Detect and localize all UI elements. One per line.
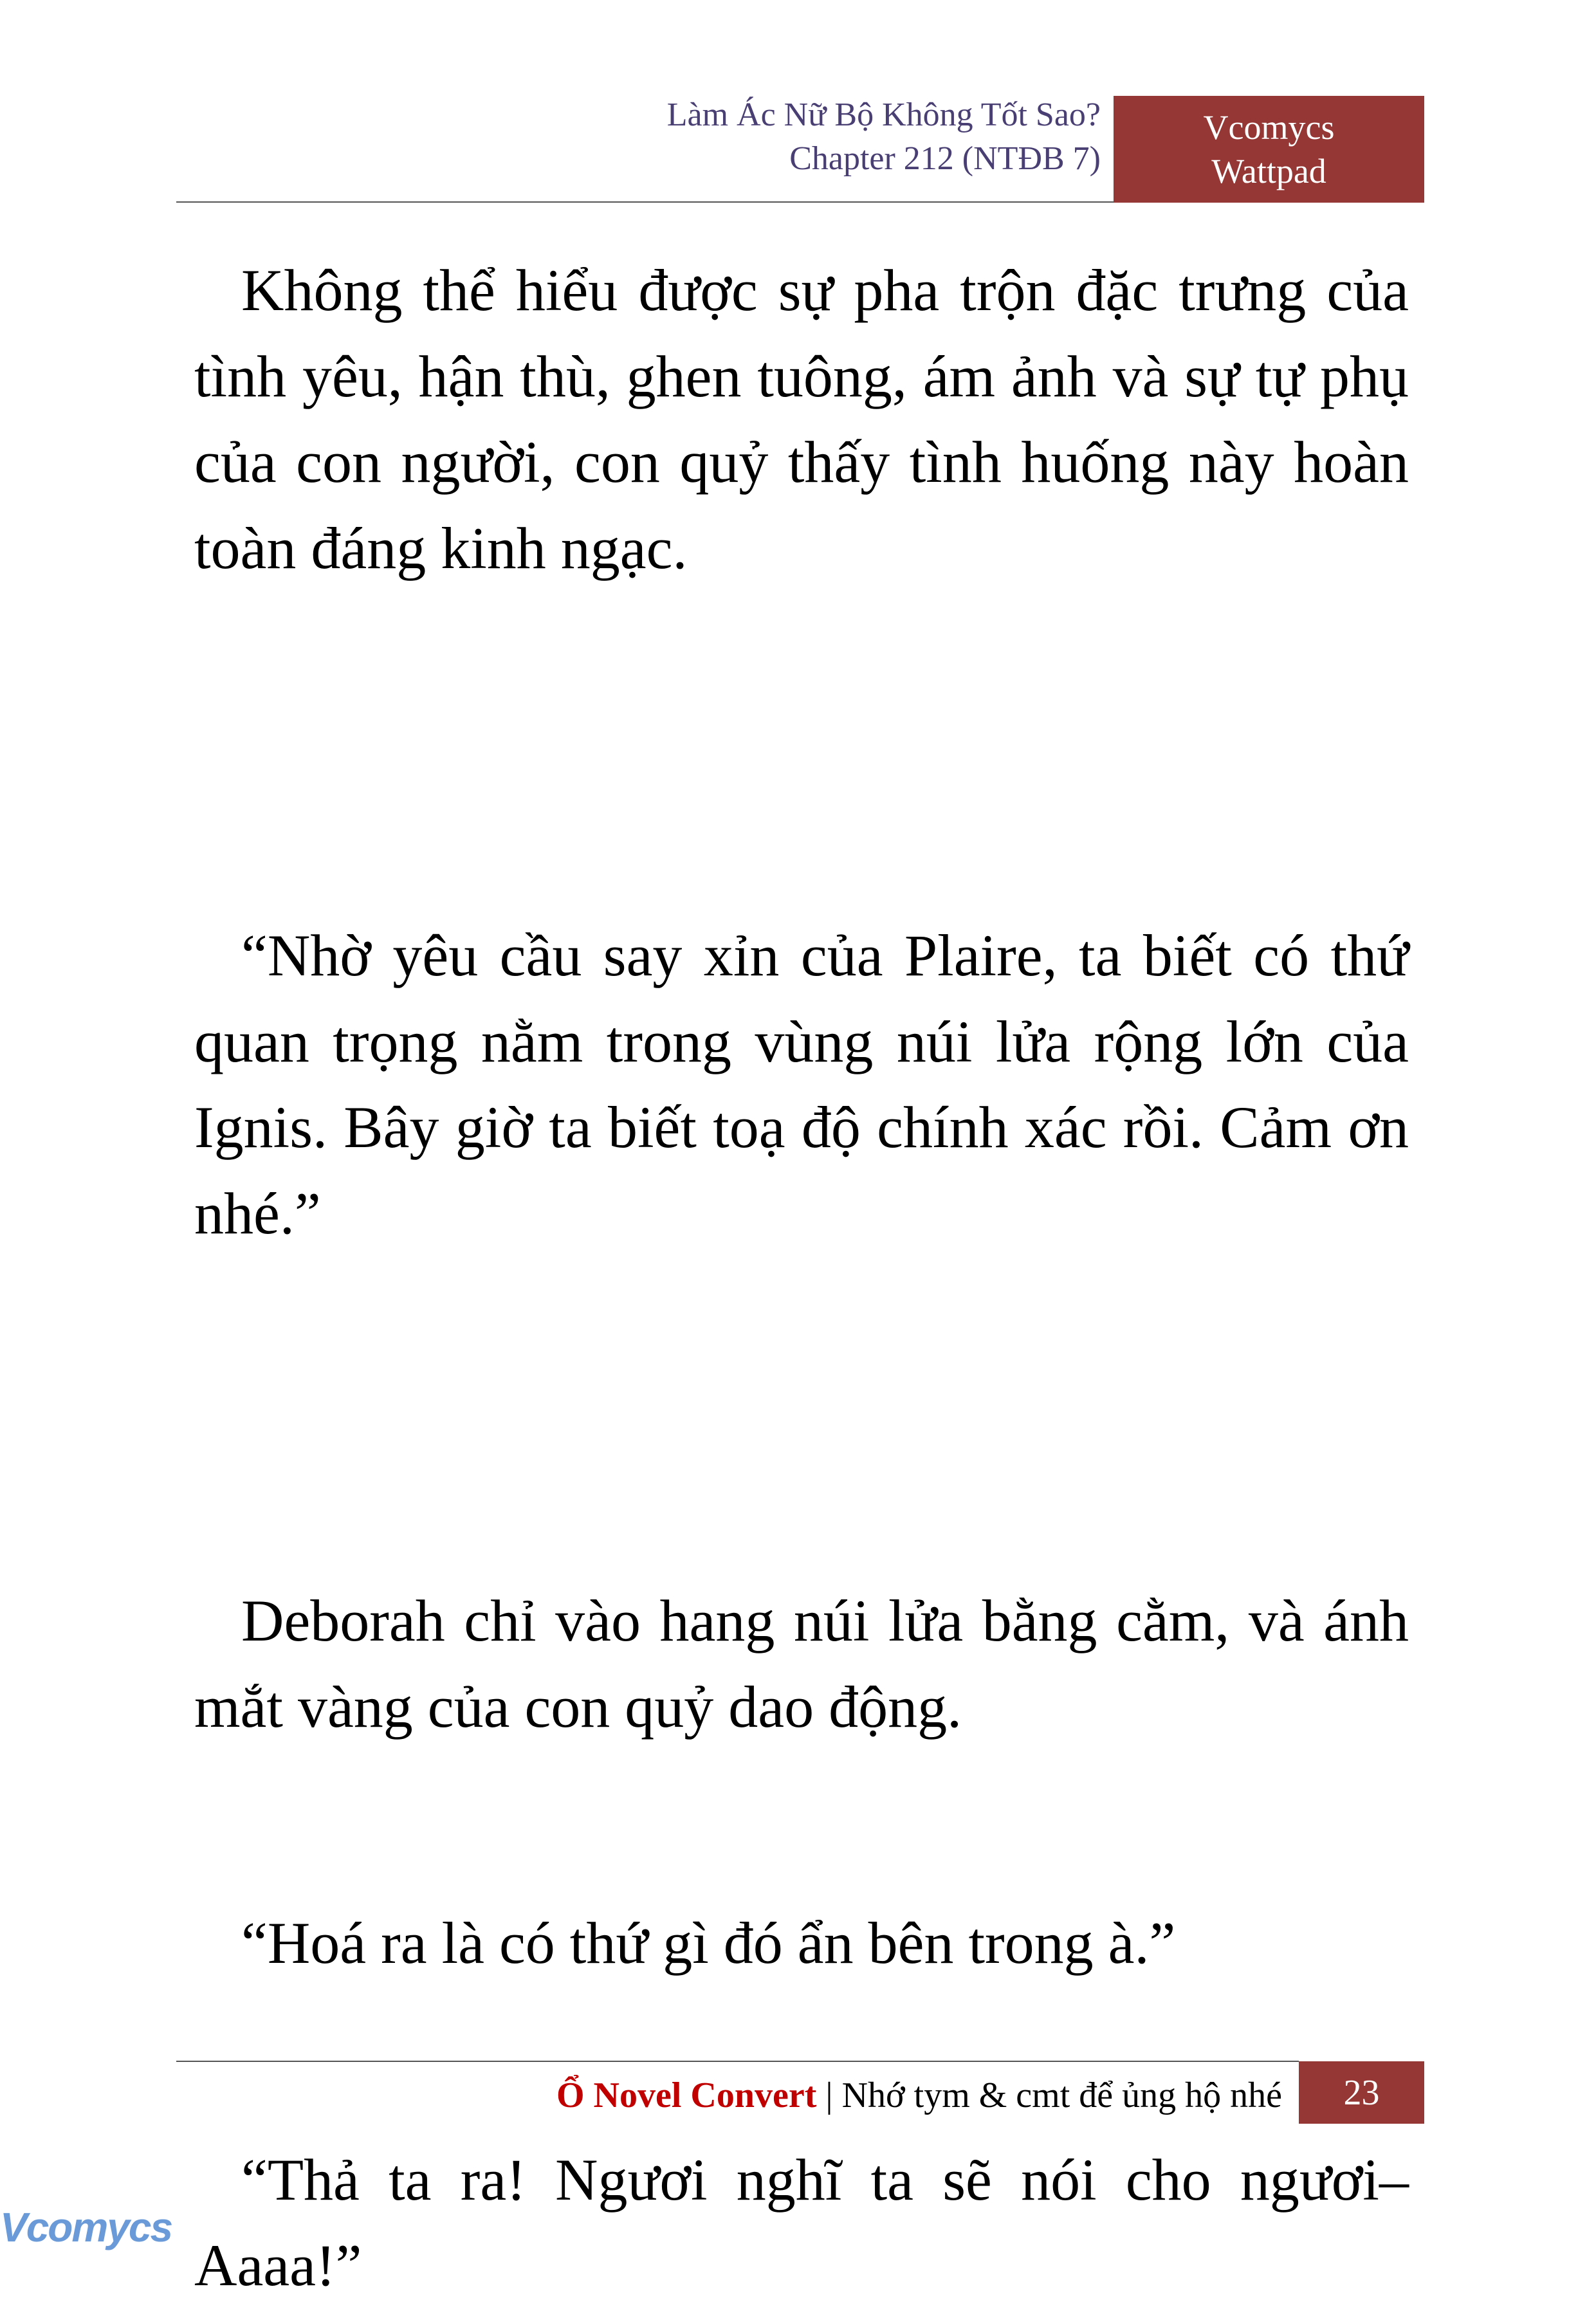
paragraph: Không thể hiểu được sự pha trộn đặc trưng của tình yêu, hận thù, ghen tuông, ám ảnh và sự tự phụ của con người, con quỷ thấy tình huống này hoàn toàn đáng kinh ngạc. bbox=[194, 257, 1409, 581]
paragraph: “Nhờ yêu cầu say xỉn của Plaire, ta biết có thứ quan trọng nằm trong vùng núi lửa rộng lớn của Ignis. Bây giờ ta biết toạ độ chính xác rồi. Cảm ơn nhé.” bbox=[194, 923, 1409, 1246]
watermark-logo: Vcomycs bbox=[0, 2204, 172, 2250]
paragraph: “Thả ta ra! Ngươi nghĩ ta sẽ nói cho ngươi– Aaaa!” bbox=[194, 2146, 1409, 2298]
footer-note: Nhớ tym & cmt để ủng hộ nhé bbox=[841, 2075, 1282, 2115]
footer-separator: | bbox=[816, 2075, 842, 2115]
footer-divider bbox=[176, 2061, 1299, 2062]
paragraph: “Hoá ra là có thứ gì đó ẩn bên trong à.” bbox=[241, 1910, 1176, 1976]
page-number: 23 bbox=[1299, 2061, 1424, 2124]
chapter-body bbox=[194, 248, 1409, 2309]
running-header bbox=[457, 93, 1101, 181]
book-title: Làm Ác Nữ Bộ Không Tốt Sao? bbox=[666, 97, 1101, 133]
header-divider bbox=[176, 201, 1114, 203]
platform-name: Wattpad bbox=[1211, 152, 1326, 190]
footer-brand: Ổ Novel Convert bbox=[556, 2075, 817, 2115]
chapter-label: Chapter 212 (NTĐB 7) bbox=[789, 140, 1101, 177]
paragraph: Deborah chỉ vào hang núi lửa bằng cằm, và ánh mắt vàng của con quỷ dao động. bbox=[194, 1588, 1409, 1740]
site-name: Vcomycs bbox=[1203, 108, 1335, 147]
footer-line bbox=[556, 2073, 1282, 2118]
site-badge bbox=[1114, 96, 1424, 203]
